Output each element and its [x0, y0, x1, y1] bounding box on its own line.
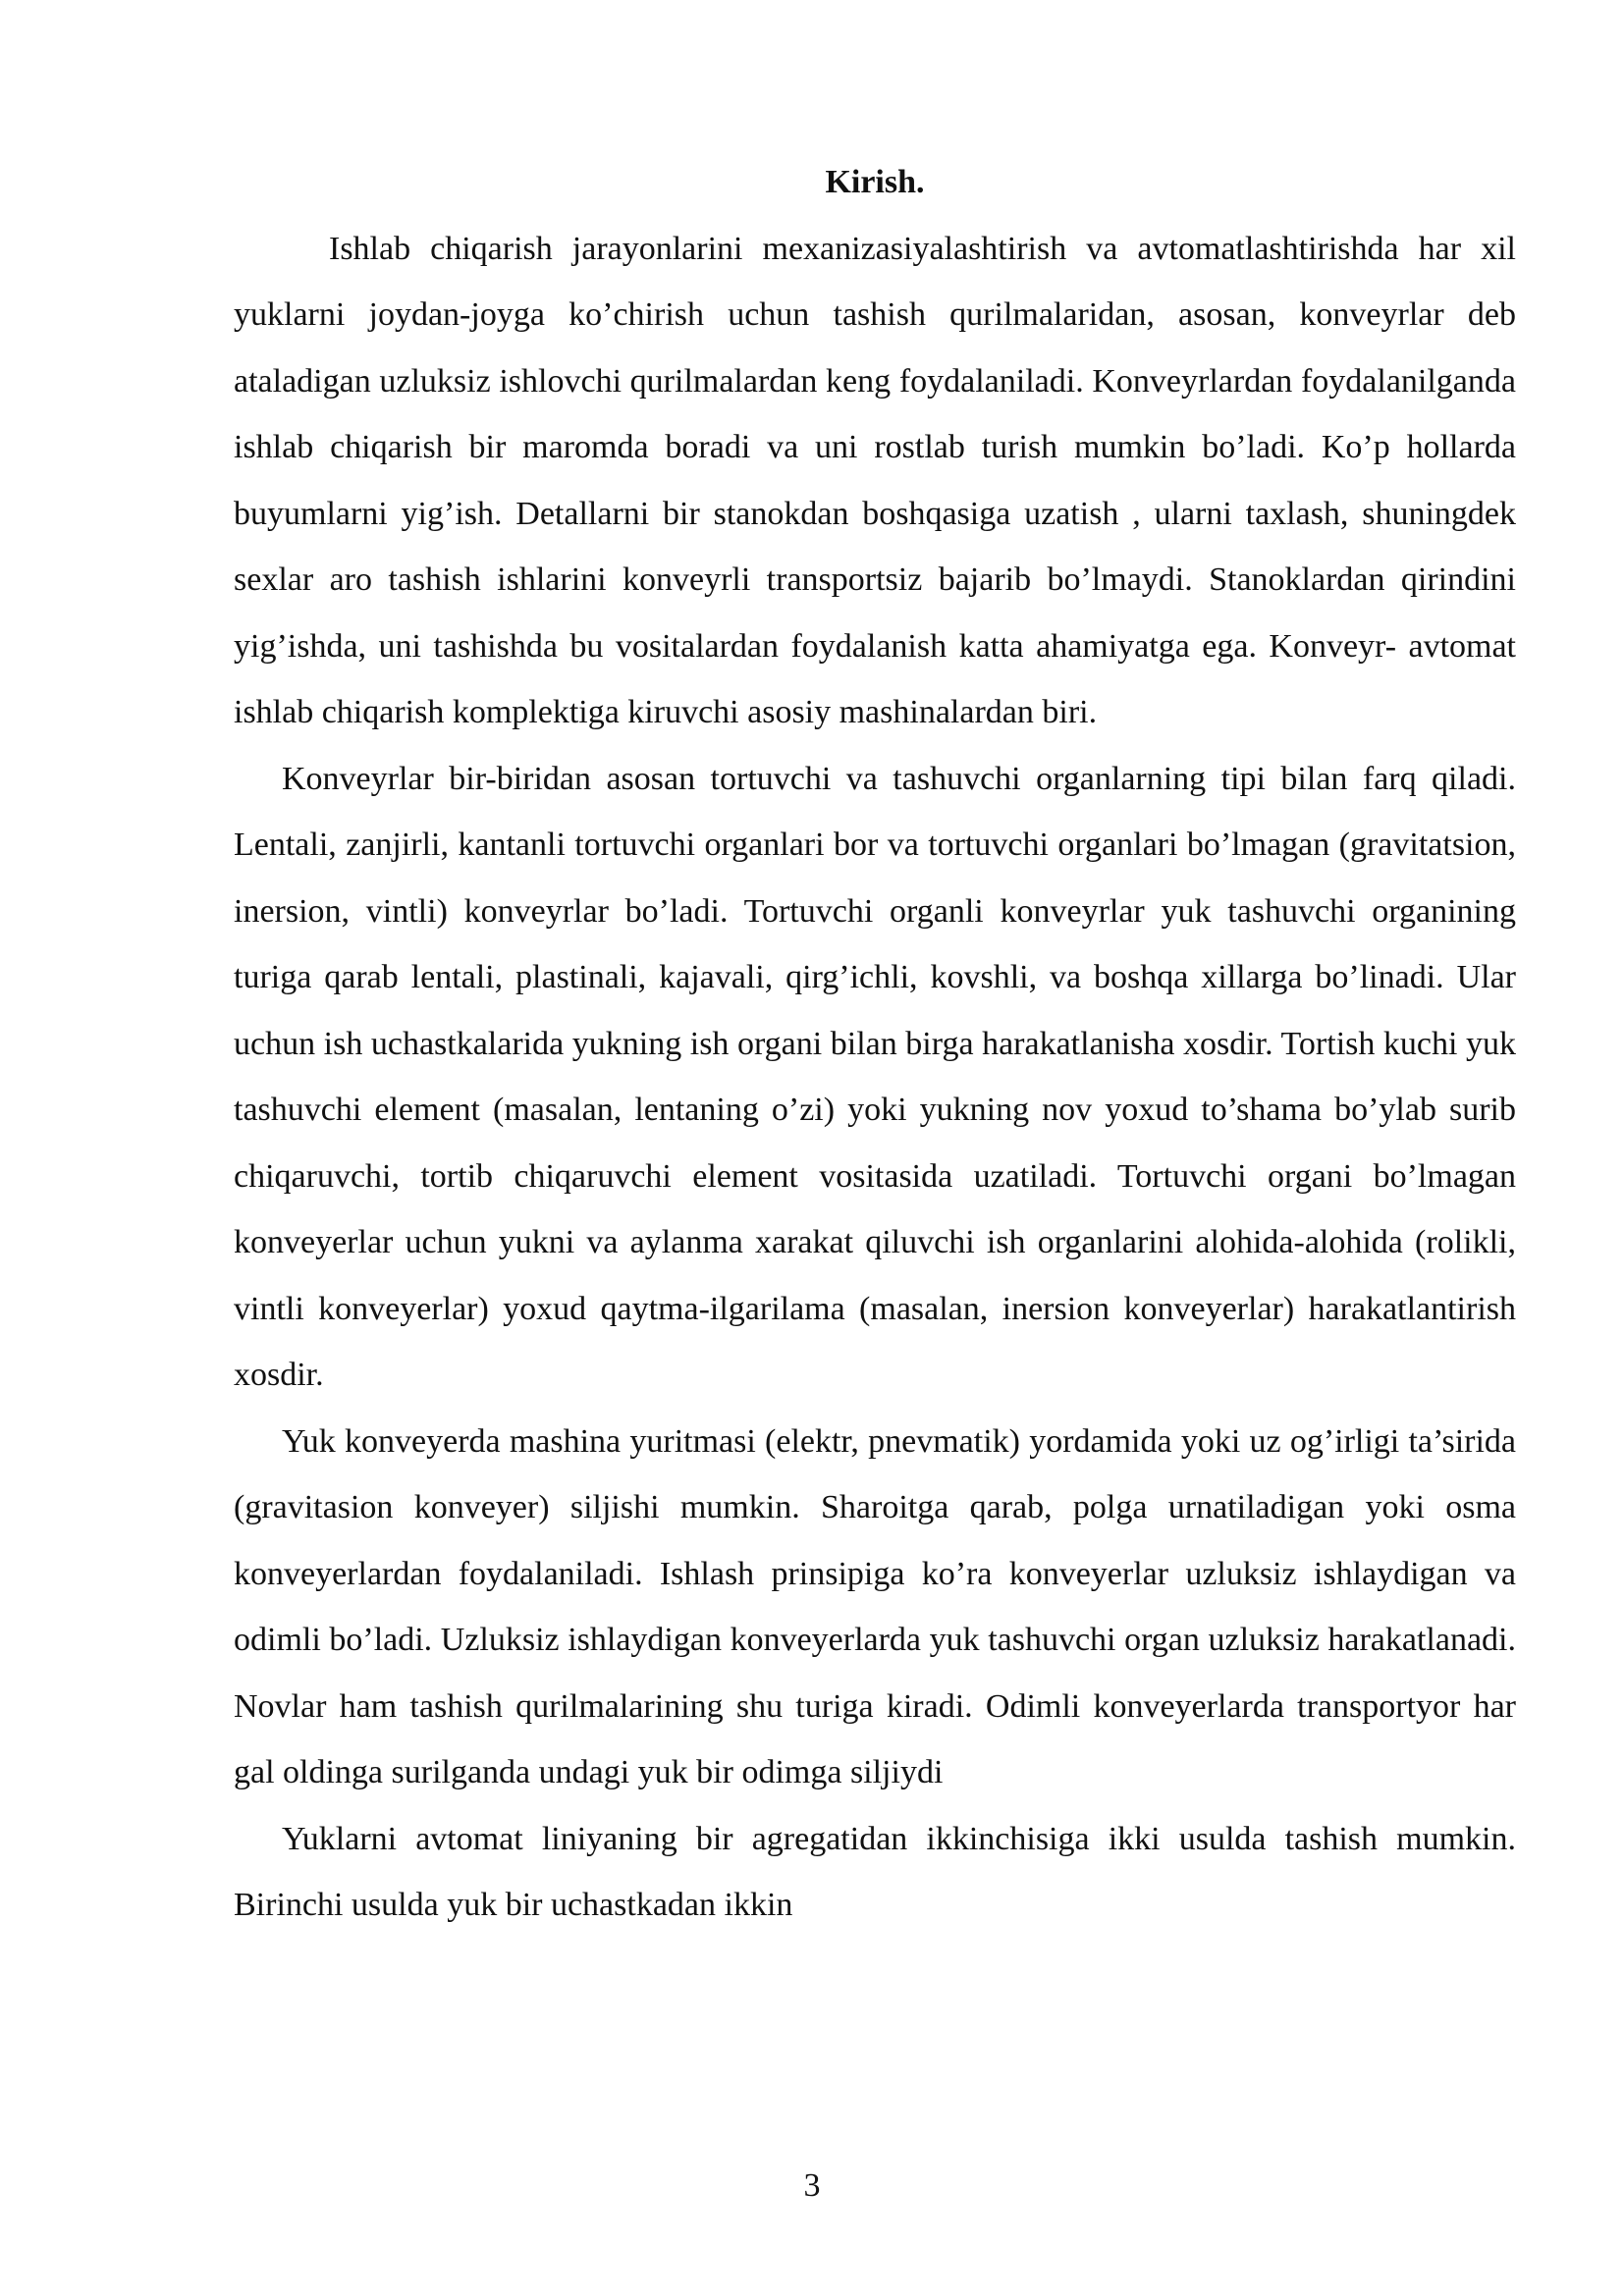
document-body: [234, 149, 1516, 1939]
paragraph: Yuklarni avtomat liniyaning bir agregatidan ikkinchisiga ikki usulda tashish mumkin. Birinchi usulda yuk bir uchastkadan ikkin: [234, 1820, 1516, 1923]
section-title: Kirish.: [825, 164, 925, 200]
page-number: 3: [803, 2167, 821, 2204]
paragraph: Ishlab chiqarish jarayonlarini mexanizasiyalashtirish va avtomatlashtirishda har xil yuklarni joydan-joyga ko’chirish uchun tashish qurilmalaridan, asosan, konveyrlar deb ataladigan uzluksiz ishlovchi qurilmalardan keng foydalaniladi. Konveyrlardan foydalanilganda ishlab chiqarish bir maromda boradi va uni rostlab turish mumkin bo’ladi. Ko’p hollarda buyumlarni yig’ish. Detallarni bir stanokdan boshqasiga uzatish , ularni taxlash, shuningdek sexlar aro tashish ishlarini konveyrli transportsiz bajarib bo’lmaydi. Stanoklardan qirindini yig’ishda, uni tashishda bu vositalardan foydalanish katta ahamiyatga ega. Konveyr- avtomat ishlab chiqarish komplektiga kiruvchi asosiy mashinalardan biri.: [234, 230, 1516, 730]
paragraph: Konveyrlar bir-biridan asosan tortuvchi va tashuvchi organlarning tipi bilan farq qiladi. Lentali, zanjirli, kantanli tortuvchi organlari bor va tortuvchi organlari bo’lmagan (gravitatsion, inersion, vintli) konveyrlar bo’ladi. Tortuvchi organli konveyrlar yuk tashuvchi organining turiga qarab lentali, plastinali, kajavali, qirg’ichli, kovshli, va boshqa xillarga bo’linadi. Ular uchun ish uchastkalarida yukning ish organi bilan birga harakatlanisha xosdir. Tortish kuchi yuk tashuvchi element (masalan, lentaning o’zi) yoki yukning nov yoxud to’shama bo’ylab surib chiqaruvchi, tortib chiqaruvchi element vositasida uzatiladi. Tortuvchi organi bo’lmagan konveyerlar uchun yukni va aylanma xarakat qiluvchi ish organlarini alohida-alohida (rolikli, vintli konveyerlar) yoxud qaytma-ilgarilama (masalan, inersion konveyerlar) harakatlantirish xosdir.: [234, 760, 1516, 1393]
paragraph: Yuk konveyerda mashina yuritmasi (elektr, pnevmatik) yordamida yoki uz og’irligi ta’sirida (gravitasion konveyer) siljishi mumkin. Sharoitga qarab, polga urnatiladigan yoki osma konveyerlardan foydalaniladi. Ishlash prinsipiga ko’ra konveyerlar uzluksiz ishlaydigan va odimli bo’ladi. Uzluksiz ishlaydigan konveyerlarda yuk tashuvchi organ uzluksiz harakatlanadi. Novlar ham tashish qurilmalarining shu turiga kiradi. Odimli konveyerlarda transportyor har gal oldinga surilganda undagi yuk bir odimga siljiydi: [234, 1422, 1516, 1790]
